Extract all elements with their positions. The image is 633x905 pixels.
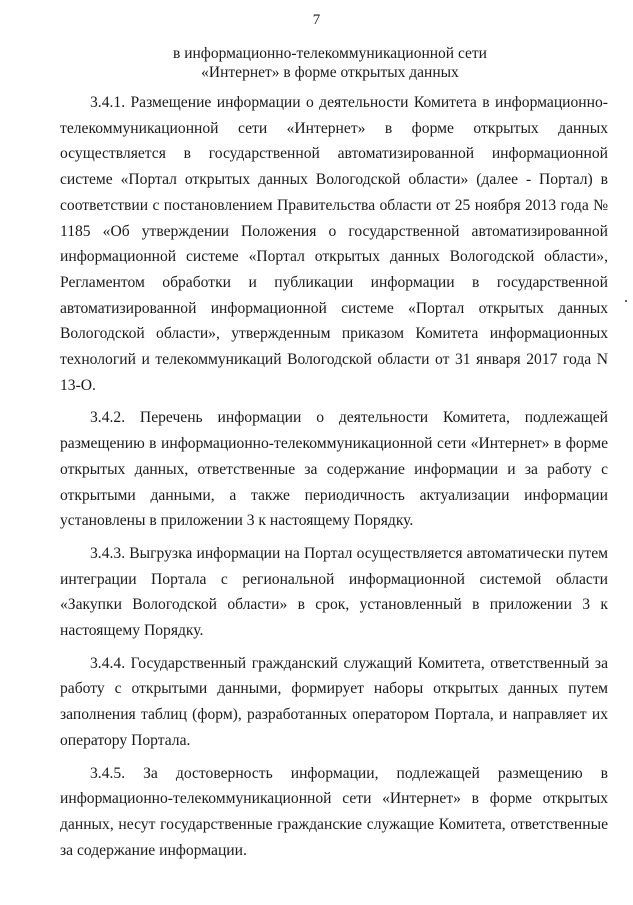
scan-dot-mark: [625, 300, 627, 302]
paragraph-3-4-5: 3.4.5. За достоверность информации, подлежащей размещению в информационно-телекоммуникационной сети «Интернет» в форме открытых данных, несут государственные гражданские служащие Комитета, ответственные за содержание информации.: [60, 764, 608, 859]
section-heading-line-2: «Интернет» в форме открытых данных: [201, 64, 459, 81]
paragraph-3-4-1: 3.4.1. Размещение информации о деятельности Комитета в информационно-телекоммуникационной сети «Интернет» в форме открытых данных осуществляется в государственной автоматизированной информационной системе «Портал открытых данных Вологодской области» (далее - Портал) в соответствии с постановлением Правительства области от 25 ноября 2013 года № 1185 «Об утверждении Положения о государственной автоматизированной информационной системе «Портал открытых данных Вологодской области», Регламентом обработки и публикации информации в государственной автоматизированной информационной системе «Портал открытых данных Вологодской области», утвержденным приказом Комитета информационных технологий и телекоммуникаций Вологодской области от 31 января 2017 года N 13-О.: [60, 94, 608, 394]
paragraph-3-4-3: 3.4.3. Выгрузка информации на Портал осуществляется автоматически путем интеграции Портала с региональной информационной системой области «Закупки Вологодской области» в срок, установленный в приложении 3 к настоящему Порядку.: [60, 544, 608, 640]
paragraph-3-4-4: 3.4.4. Государственный гражданский служащий Комитета, ответственный за работу с открытыми данными, формирует наборы открытых данных путем заполнения таблиц (форм), разработанных оператором Портала, и направляет их оператору Портала.: [60, 654, 608, 749]
page-number: 7: [312, 12, 321, 28]
section-heading: [60, 44, 600, 82]
section-heading-line-1: в информационно-телекоммуникационной сети: [173, 45, 487, 62]
paragraph-3-4-2: 3.4.2. Перечень информации о деятельности Комитета, подлежащей размещению в информационно-телекоммуникационной сети «Интернет» в форме открытых данных, ответственные за содержание информации и за работу с открытыми данными, а также периодичность актуализации информации установлены в приложении 3 к настоящему Порядку.: [60, 409, 608, 530]
body-text: [60, 90, 608, 870]
